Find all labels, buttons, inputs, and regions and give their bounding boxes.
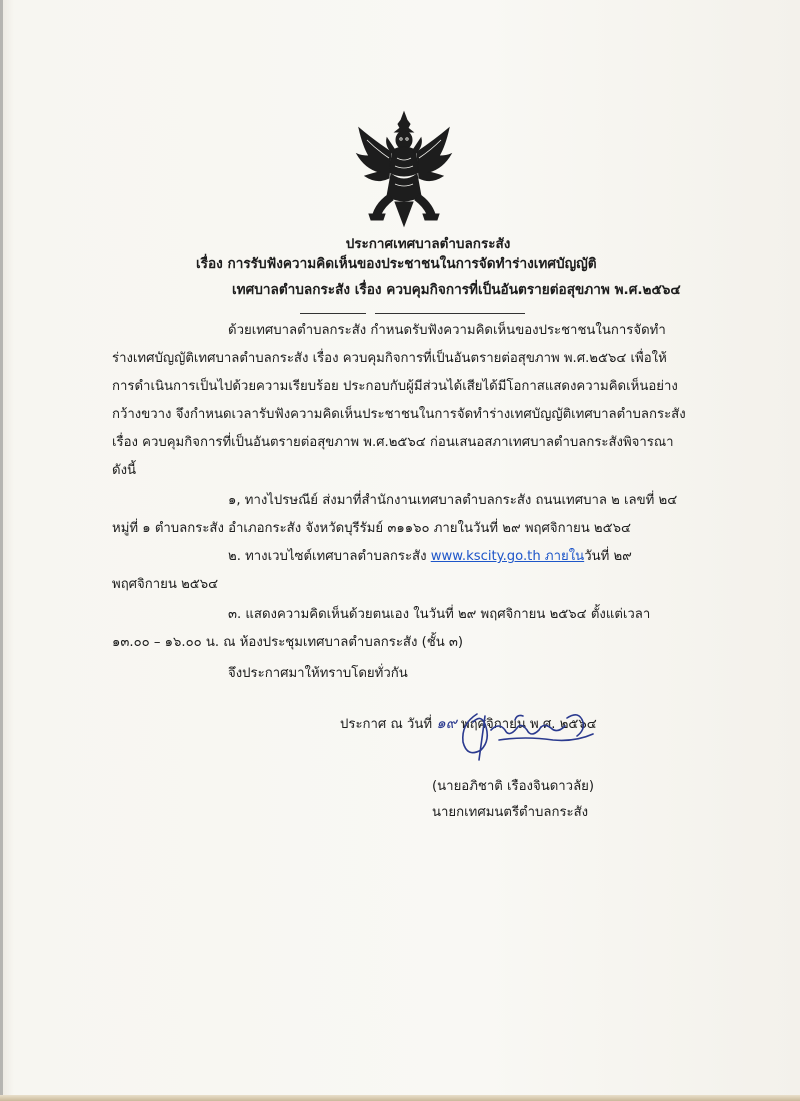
subject-line-2: เทศบาลตำบลกระสัง เรื่อง ควบคุมกิจการที่เป็นอันตรายต่อสุขภาพ พ.ศ.๒๕๖๔ — [232, 282, 681, 298]
paragraph-line: เรื่อง ควบคุมกิจการที่เป็นอันตรายต่อสุขภาพ พ.ศ.๒๕๖๔ ก่อนเสนอสภาเทศบาลตำบลกระสังพิจารณา — [112, 435, 674, 450]
subject-line: เรื่อง การรับฟังความคิดเห็นของประชาชนในการจัดทำร่างเทศบัญญัติ — [196, 256, 597, 272]
separator-left — [300, 313, 366, 314]
dateline-suffix: พฤศจิกายน พ.ศ. ๒๕๖๔ — [460, 717, 597, 732]
dateline-prefix: ประกาศ ณ วันที่ — [340, 717, 433, 732]
signatory-name: (นายอภิชาติ เรืองจินดาวลัย) — [432, 779, 595, 794]
signatory-position: นายกเทศมนตรีตำบลกระสัง — [432, 805, 589, 820]
dateline-day: ๑๙ — [436, 714, 457, 732]
paragraph-line: ร่างเทศบัญญัติเทศบาลตำบลกระสัง เรื่อง ควบคุมกิจการที่เป็นอันตรายต่อสุขภาพ พ.ศ.๒๕๖๔ เพื่อให้ — [112, 351, 667, 366]
item-3-line: ๓. แสดงความคิดเห็นด้วยตนเอง ในวันที่ ๒๙ พฤศจิกายน ๒๕๖๔ ตั้งแต่เวลา — [228, 607, 651, 622]
paragraph-line: การดำเนินการเป็นไปด้วยความเรียบร้อย ประกอบกับผู้มีส่วนได้เสียได้มีโอกาสแสดงความคิดเห็นอย่าง — [112, 379, 678, 394]
item-3-line: ๑๓.๐๐ – ๑๖.๐๐ น. ณ ห้องประชุมเทศบาลตำบลกระสัง (ชั้น ๓) — [112, 635, 464, 650]
paragraph-line: ดังนี้ — [112, 463, 137, 478]
scan-edge — [0, 0, 3, 1101]
separator-right — [375, 313, 525, 314]
scan-edge-bottom — [0, 1095, 800, 1101]
item-2-suffix: วันที่ ๒๙ — [584, 549, 632, 564]
garuda-emblem — [355, 110, 453, 228]
paragraph-line: กว้างขวาง จึงกำหนดเวลารับฟังความคิดเห็นประชาชนในการจัดทำร่างเทศบัญญัติเทศบาลตำบลกระสัง — [112, 407, 686, 422]
item-2-line — [228, 550, 632, 563]
item-2-line-2: พฤศจิกายน ๒๕๖๔ — [112, 577, 219, 592]
signature-image — [455, 700, 605, 770]
item-1-line: หมู่ที่ ๑ ตำบลกระสัง อำเภอกระสัง จังหวัดบุรีรัมย์ ๓๑๑๖๐ ภายในวันที่ ๒๙ พฤศจิกายน ๒๕๖๔ — [112, 521, 631, 536]
website-link[interactable]: www.kscity.go.th ภายใน — [430, 549, 585, 564]
item-1-line: ๑, ทางไปรษณีย์ ส่งมาที่สำนักงานเทศบาลตำบลกระสัง ถนนเทศบาล ๒ เลขที่ ๒๔ — [228, 493, 678, 508]
closing-line: จึงประกาศมาให้ทราบโดยทั่วกัน — [228, 666, 408, 681]
paragraph-line: ด้วยเทศบาลตำบลกระสัง กำหนดรับฟังความคิดเห็นของประชาชนในการจัดทำ — [228, 323, 666, 338]
doc-title: ประกาศเทศบาลตำบลกระสัง — [345, 236, 511, 252]
item-2-prefix: ๒. ทางเวบไซต์เทศบาลตำบลกระสัง — [228, 549, 431, 564]
